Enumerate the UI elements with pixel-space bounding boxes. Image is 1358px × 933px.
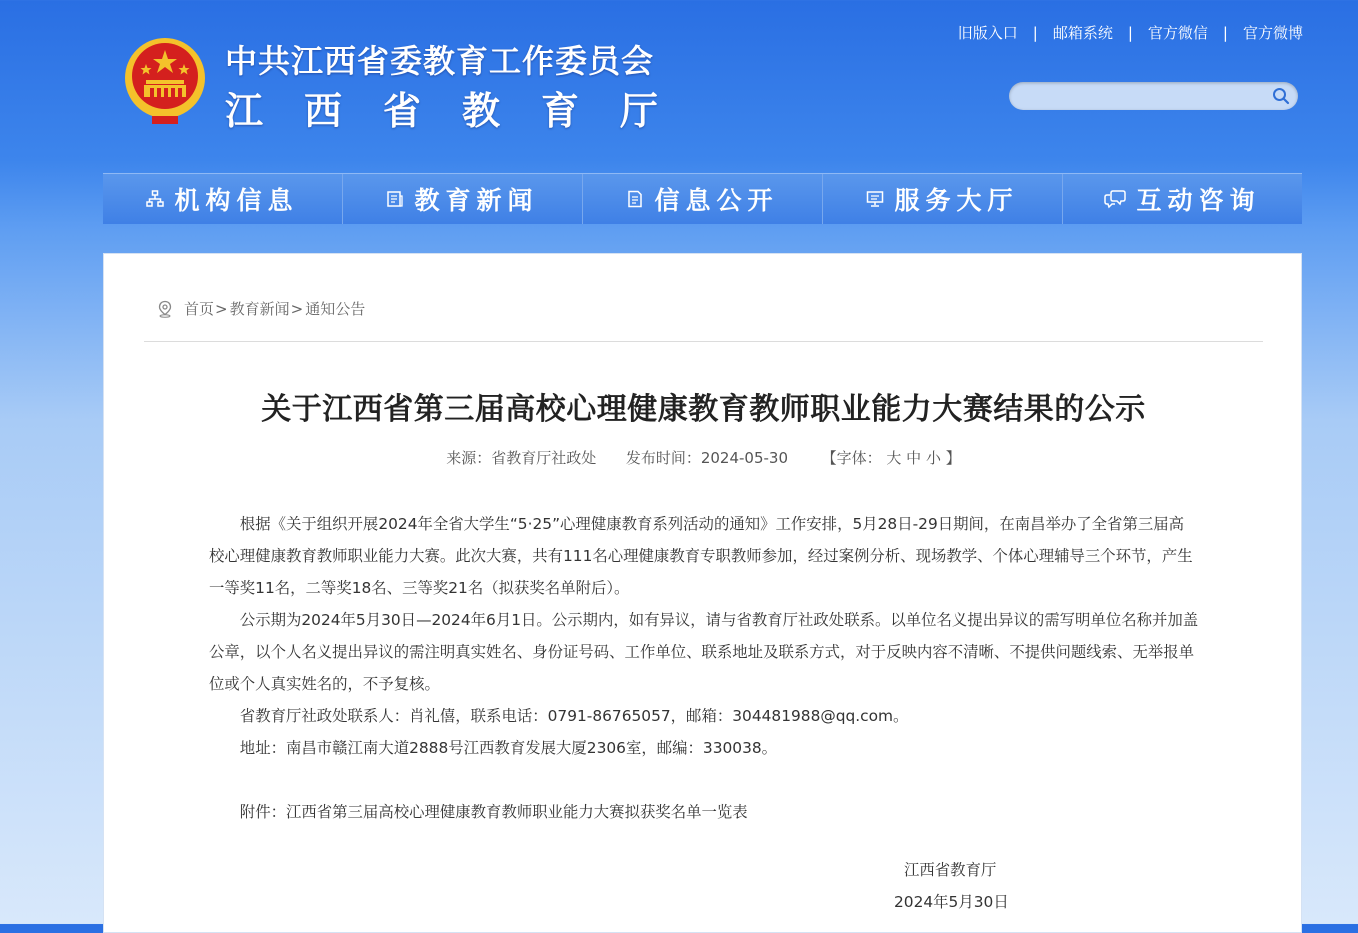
old-version-link[interactable]: 旧版入口	[957, 24, 1018, 42]
link-separator: |	[1222, 23, 1228, 42]
official-weibo-link[interactable]: 官方微博	[1242, 24, 1303, 42]
nav-item-services[interactable]	[823, 174, 1063, 224]
article-body	[209, 508, 1199, 828]
article-paragraph: 根据《关于组织开展2024年全省大学生“5·25”心理健康教育系列活动的通知》工作安排，5月28日-29日期间，在南昌举办了全省第三届高校心理健康教育教师职业能力大赛。此次大赛，共有111名心理健康教育专职教师参加，经过案例分析、现场教学、个体心理辅导三个环节，产生一等奖11名，二等奖18名、三等奖21名（拟获奖名单附后）。	[209, 515, 1193, 597]
font-size-suffix: 】	[945, 449, 961, 467]
link-separator: |	[1127, 23, 1133, 42]
official-wechat-link[interactable]: 官方微信	[1147, 24, 1208, 42]
search-input[interactable]	[1019, 84, 1263, 110]
main-nav	[103, 173, 1302, 224]
national-emblem-logo	[122, 36, 208, 126]
font-size-small[interactable]: 小	[925, 449, 941, 467]
news-icon	[386, 190, 404, 208]
breadcrumb-separator: >	[215, 299, 228, 318]
nav-item-consulting[interactable]	[1063, 174, 1302, 224]
article-meta	[104, 447, 1303, 468]
font-size-large[interactable]: 大	[886, 449, 902, 467]
nav-label: 教育新闻	[414, 186, 539, 215]
font-size-medium[interactable]: 中	[906, 449, 922, 467]
article-title: 关于江西省第三届高校心理健康教育教师职业能力大赛结果的公示	[261, 392, 1146, 427]
breadcrumb-home[interactable]: 首页	[184, 300, 215, 318]
nav-label: 服务大厅	[894, 186, 1019, 215]
nav-item-organization[interactable]	[103, 174, 343, 224]
article-paragraph: 公示期为2024年5月30日—2024年6月1日。公示期内，如有异议，请与省教育厅社政处联系。以单位名义提出异议的需写明单位名称并加盖公章，以个人名义提出异议的需注明真实姓名、身份证号码、工作单位、联系地址及联系方式，对于反映内容不清晰、不提供问题线索、无举报单位或个人真实姓名的，不予复核。	[209, 611, 1199, 693]
nav-label: 互动咨询	[1136, 186, 1261, 215]
article-paragraph: 省教育厅社政处联系人：肖礼僖，联系电话：0791-86765057，邮箱：304481988@qq.com。	[239, 707, 909, 725]
breadcrumb-education-news[interactable]: 教育新闻	[229, 300, 290, 318]
article-paragraph: 地址：南昌市赣江南大道2888号江西教育发展大厦2306室，邮编：330038。	[239, 739, 778, 757]
breadcrumb-separator: >	[290, 299, 304, 318]
nav-item-news[interactable]	[343, 174, 583, 224]
attachment-link[interactable]: 附件：江西省第三届高校心理健康教育教师职业能力大赛拟获奖名单一览表	[239, 803, 748, 821]
site-title-line2: 江西省教育厅	[225, 89, 700, 133]
link-separator: |	[1032, 23, 1038, 42]
font-size-prefix: 【字体：	[821, 449, 882, 467]
location-pin-icon	[156, 300, 174, 318]
breadcrumb	[156, 298, 365, 319]
divider	[144, 341, 1263, 342]
signature-date: 2024年5月30日	[894, 893, 1009, 911]
nav-label: 信息公开	[654, 186, 779, 215]
document-icon	[626, 190, 644, 208]
org-chart-icon	[146, 190, 164, 208]
search-box	[1009, 82, 1298, 110]
breadcrumb-notices[interactable]: 通知公告	[305, 300, 366, 318]
top-links	[958, 22, 1303, 43]
site-title-line1: 中共江西省委教育工作委员会	[225, 42, 655, 80]
chat-icon	[1104, 189, 1126, 209]
signature-org: 江西省教育厅	[904, 861, 997, 879]
content-panel	[103, 253, 1302, 933]
article-source: 来源：省教育厅社政处	[446, 449, 597, 467]
search-icon[interactable]	[1272, 87, 1290, 105]
article-date: 发布时间：2024-05-30	[625, 449, 788, 467]
monitor-icon	[866, 190, 884, 208]
nav-label: 机构信息	[174, 186, 299, 215]
mail-system-link[interactable]: 邮箱系统	[1052, 24, 1113, 42]
nav-item-disclosure[interactable]	[583, 174, 823, 224]
